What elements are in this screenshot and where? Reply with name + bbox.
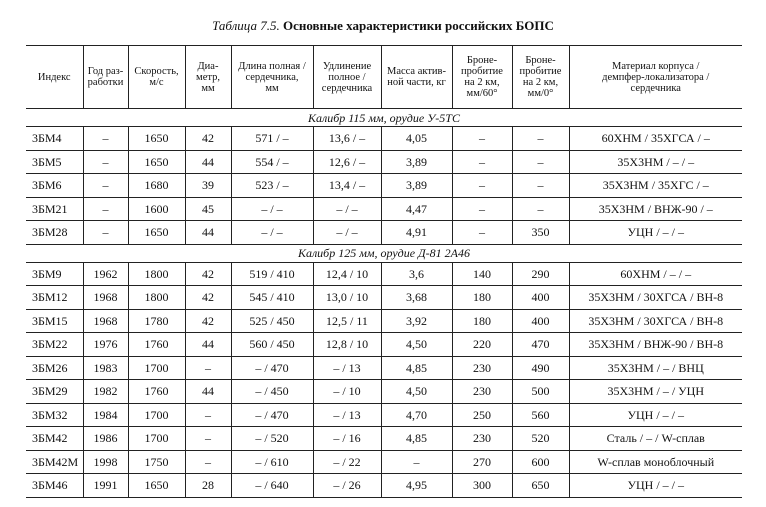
table-cell: 180 [452,286,512,310]
table-cell: 44 [185,333,231,357]
table-cell: – [83,197,128,221]
table-cell: – [83,127,128,151]
table-cell: – / – [231,197,313,221]
table-cell: 1650 [128,127,185,151]
table-cell: 13,4 / – [313,174,381,198]
table-cell: 45 [185,197,231,221]
table-cell: УЦН / – / – [569,403,742,427]
table-cell: 1800 [128,262,185,286]
table-cell: – [452,221,512,245]
table-row [26,262,742,286]
table-cell: 400 [512,286,569,310]
table-cell: 1700 [128,427,185,451]
table-row [26,150,742,174]
table-cell: 3БМ6 [26,174,83,198]
table-cell: 1650 [128,221,185,245]
table-row [26,174,742,198]
table-cell: 28 [185,474,231,498]
table-cell: 1650 [128,150,185,174]
table-cell: 230 [452,427,512,451]
table-cell: 554 / – [231,150,313,174]
table-cell: 3БМ22 [26,333,83,357]
table-cell: 1976 [83,333,128,357]
table-row [26,197,742,221]
table-cell: 4,05 [381,127,452,151]
table-cell: УЦН / – / – [569,221,742,245]
table-cell: 3БМ5 [26,150,83,174]
table-cell: W-сплав моноблочный [569,450,742,474]
column-header: Диа- метр, мм [185,46,231,109]
table-cell: 42 [185,286,231,310]
table-cell: 3,6 [381,262,452,286]
table-row [26,403,742,427]
table-cell: 35Х3НМ / 35ХГС / – [569,174,742,198]
table-cell: – / – [231,221,313,245]
table-cell: – [452,127,512,151]
table-cell: 3БМ46 [26,474,83,498]
section-caption: Калибр 115 мм, орудие У-5ТС [26,109,742,127]
table-cell: 4,50 [381,380,452,404]
table-cell: – [452,174,512,198]
table-cell: 571 / – [231,127,313,151]
table-cell: 1600 [128,197,185,221]
table-cell: 35Х3НМ / ВНЖ-90 / – [569,197,742,221]
table-cell: – [512,174,569,198]
table-cell: 60ХНМ / – / – [569,262,742,286]
table-cell: 3,89 [381,174,452,198]
table-cell: 1991 [83,474,128,498]
table-cell: 1962 [83,262,128,286]
table-cell: 35Х3НМ / – / ВНЦ [569,356,742,380]
table-cell: 1750 [128,450,185,474]
table-cell: – / 520 [231,427,313,451]
table-cell: 230 [452,380,512,404]
section-caption-row [26,244,742,262]
characteristics-table [26,45,742,498]
table-cell: 4,47 [381,197,452,221]
table-cell: – [512,150,569,174]
table-cell: 525 / 450 [231,309,313,333]
table-cell: 3БМ42М [26,450,83,474]
table-cell: 35Х3НМ / ВНЖ-90 / ВН-8 [569,333,742,357]
table-cell: 42 [185,309,231,333]
table-cell: – / 16 [313,427,381,451]
table-cell: – / 470 [231,356,313,380]
table-cell: 13,6 / – [313,127,381,151]
table-cell: 1983 [83,356,128,380]
table-cell: 12,8 / 10 [313,333,381,357]
table-cell: 1760 [128,333,185,357]
table-cell: – [83,221,128,245]
column-header: Удлинение полное / сердечника [313,46,381,109]
table-cell: 290 [512,262,569,286]
table-row [26,221,742,245]
table-cell: 519 / 410 [231,262,313,286]
table-cell: 44 [185,221,231,245]
table-cell: 44 [185,380,231,404]
table-cell: 4,70 [381,403,452,427]
table-cell: – [185,356,231,380]
table-cell: – / 10 [313,380,381,404]
table-cell: 1998 [83,450,128,474]
table-cell: 12,6 / – [313,150,381,174]
table-cell: 4,91 [381,221,452,245]
table-cell: – [185,450,231,474]
table-cell: 35Х3НМ / 30ХГСА / ВН-8 [569,309,742,333]
table-cell: 3,68 [381,286,452,310]
table-cell: 1984 [83,403,128,427]
column-header: Броне- пробитие на 2 км, мм/0° [512,46,569,109]
table-cell: – [83,150,128,174]
table-row [26,127,742,151]
table-cell: 560 [512,403,569,427]
table-cell: – [452,150,512,174]
table-cell: 13,0 / 10 [313,286,381,310]
table-cell: 3БМ9 [26,262,83,286]
table-row [26,380,742,404]
table-cell: 12,5 / 11 [313,309,381,333]
table-cell: 250 [452,403,512,427]
section-caption: Калибр 125 мм, орудие Д-81 2А46 [26,244,742,262]
table-cell: 1982 [83,380,128,404]
table-cell: – / 640 [231,474,313,498]
table-body [26,109,742,498]
table-cell: 3БМ32 [26,403,83,427]
table-cell: 3БМ15 [26,309,83,333]
table-cell: 300 [452,474,512,498]
table-cell: 1968 [83,309,128,333]
table-cell: – / 26 [313,474,381,498]
table-cell: 35Х3НМ / 30ХГСА / ВН-8 [569,286,742,310]
table-cell: 220 [452,333,512,357]
table-cell: 35Х3НМ / – / УЦН [569,380,742,404]
table-cell: 230 [452,356,512,380]
table-cell: – / 22 [313,450,381,474]
table-cell: – / – [313,221,381,245]
table-cell: 523 / – [231,174,313,198]
table-cell: 1800 [128,286,185,310]
table-number: Таблица 7.5. [212,18,280,33]
table-row [26,309,742,333]
table-cell: 470 [512,333,569,357]
table-cell: 180 [452,309,512,333]
table-cell: 3БМ12 [26,286,83,310]
table-cell: – [512,127,569,151]
column-header: Длина полная / сердечника, мм [231,46,313,109]
column-header: Масса актив- ной части, кг [381,46,452,109]
section-caption-row [26,109,742,127]
table-cell: 1680 [128,174,185,198]
table-cell: 600 [512,450,569,474]
table-cell: 3БМ4 [26,127,83,151]
table-cell: 650 [512,474,569,498]
table-cell: – / 470 [231,403,313,427]
table-cell: 1986 [83,427,128,451]
table-cell: – [83,174,128,198]
table-cell: 42 [185,262,231,286]
header-row [26,46,742,109]
table-cell: 500 [512,380,569,404]
table-cell: – [185,427,231,451]
table-cell: – [381,450,452,474]
table-cell: Сталь / – / W-сплав [569,427,742,451]
table-cell: 4,95 [381,474,452,498]
table-row [26,427,742,451]
table-cell: – / – [313,197,381,221]
table-cell: УЦН / – / – [569,474,742,498]
table-cell: 1700 [128,356,185,380]
table-row [26,356,742,380]
table-cell: 350 [512,221,569,245]
table-cell: – / 610 [231,450,313,474]
table-cell: 1968 [83,286,128,310]
table-caption: Основные характеристики российских БОПС [282,18,554,33]
table-cell: 35Х3НМ / – / – [569,150,742,174]
table-row [26,333,742,357]
table-cell: 4,85 [381,427,452,451]
column-header: Броне- пробитие на 2 км, мм/60° [452,46,512,109]
table-row [26,450,742,474]
table-cell: 3БМ26 [26,356,83,380]
table-cell: – [185,403,231,427]
table-cell: 270 [452,450,512,474]
table-cell: 12,4 / 10 [313,262,381,286]
table-cell: – [452,197,512,221]
column-header: Индекс [26,46,83,109]
column-header: Год раз- работки [83,46,128,109]
table-cell: 3,92 [381,309,452,333]
table-cell: 3БМ21 [26,197,83,221]
table-cell: 140 [452,262,512,286]
table-cell: 3БМ28 [26,221,83,245]
table-cell: 1780 [128,309,185,333]
table-cell: 560 / 450 [231,333,313,357]
table-cell: 490 [512,356,569,380]
table-cell: 400 [512,309,569,333]
column-header: Скорость, м/с [128,46,185,109]
table-cell: 44 [185,150,231,174]
table-cell: 39 [185,174,231,198]
table-cell: 3БМ42 [26,427,83,451]
table-cell: 4,85 [381,356,452,380]
table-row [26,286,742,310]
table-cell: 545 / 410 [231,286,313,310]
column-header: Материал корпуса / демпфер-локализатора / сердечника [569,46,742,109]
table-cell: – / 13 [313,356,381,380]
table-cell: – / 450 [231,380,313,404]
table-cell: 1700 [128,403,185,427]
table-cell: 42 [185,127,231,151]
table-title [0,18,766,34]
table-cell: 1760 [128,380,185,404]
table-cell: – [512,197,569,221]
table-cell: 60ХНМ / 35ХГСА / – [569,127,742,151]
table-cell: – / 13 [313,403,381,427]
table-cell: 3,89 [381,150,452,174]
table-row [26,474,742,498]
table-cell: 3БМ29 [26,380,83,404]
table-cell: 4,50 [381,333,452,357]
table-cell: 1650 [128,474,185,498]
table-cell: 520 [512,427,569,451]
